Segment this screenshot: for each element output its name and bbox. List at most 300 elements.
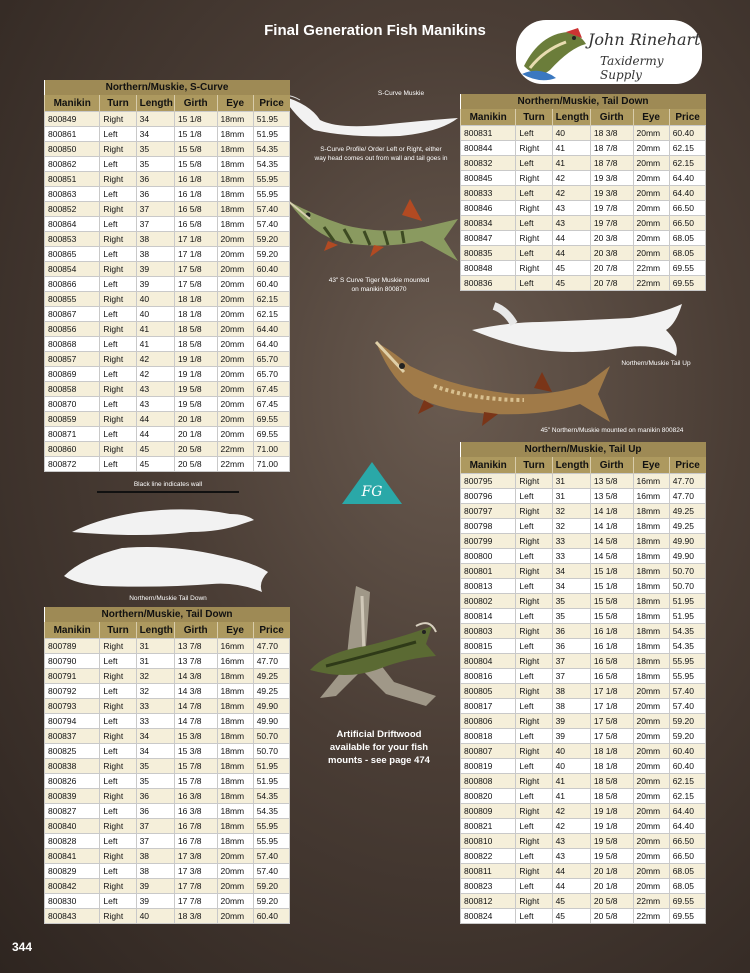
table-cell: 16mm xyxy=(217,639,253,654)
table-cell: 39 xyxy=(136,879,174,894)
table-cell: 57.40 xyxy=(253,217,289,232)
table-cell: 18 5/8 xyxy=(590,789,633,804)
caption-tiger-2: on manikin 800870 xyxy=(351,286,407,293)
table-cell: Left xyxy=(100,307,136,322)
table-cell: 44 xyxy=(552,879,590,894)
table-cell: 800866 xyxy=(45,277,100,292)
table-cell: 35 xyxy=(552,609,590,624)
table-row xyxy=(461,714,706,729)
table-cell: 60.40 xyxy=(253,262,289,277)
table-cell: 65.70 xyxy=(253,367,289,382)
table-cell: 64.40 xyxy=(253,322,289,337)
table-cell: Right xyxy=(100,262,136,277)
table-cell: 37 xyxy=(136,834,174,849)
table-row xyxy=(461,819,706,834)
table-cell: 16 7/8 xyxy=(174,819,217,834)
table-cell: 38 xyxy=(552,684,590,699)
table-cell: 800817 xyxy=(461,699,516,714)
table-cell: 800829 xyxy=(45,864,100,879)
table-cell: Right xyxy=(516,714,552,729)
table-cell: 57.40 xyxy=(669,699,705,714)
table-cell: 14 1/8 xyxy=(590,504,633,519)
table-row xyxy=(45,157,290,172)
table-cell: 20mm xyxy=(217,412,253,427)
table-cell: Right xyxy=(516,474,552,489)
table-cell: 800844 xyxy=(461,141,516,156)
table-cell: 800850 xyxy=(45,142,100,157)
column-header: Length xyxy=(136,95,174,112)
table-cell: Right xyxy=(516,834,552,849)
table-cell: 800813 xyxy=(461,579,516,594)
table-cell: 20mm xyxy=(217,894,253,909)
logo-line-1: John Rinehart xyxy=(588,30,701,49)
table-cell: Right xyxy=(100,142,136,157)
table-cell: 18mm xyxy=(217,112,253,127)
table-row xyxy=(45,804,290,819)
table-cell: 64.40 xyxy=(669,186,705,201)
table-cell: 800847 xyxy=(461,231,516,246)
table-cell: 17 1/8 xyxy=(590,699,633,714)
table-cell: Left xyxy=(516,759,552,774)
table-cell: 800812 xyxy=(461,894,516,909)
table-cell: 42 xyxy=(552,186,590,201)
tail-down-manikin-bottom-image xyxy=(62,542,272,594)
table-cell: 17 7/8 xyxy=(174,879,217,894)
table-cell: 20mm xyxy=(217,879,253,894)
table-row xyxy=(45,262,290,277)
table-cell: 15 5/8 xyxy=(174,142,217,157)
table-cell: 16 7/8 xyxy=(174,834,217,849)
table-cell: 50.70 xyxy=(669,564,705,579)
table-cell: 40 xyxy=(136,292,174,307)
table-cell: 15 7/8 xyxy=(174,774,217,789)
table-cell: 19 1/8 xyxy=(590,819,633,834)
table-cell: 800799 xyxy=(461,534,516,549)
table-cell: 18mm xyxy=(633,609,669,624)
fg-logo-icon xyxy=(342,462,402,504)
table-cell: 800867 xyxy=(45,307,100,322)
table-row xyxy=(45,172,290,187)
table-cell: 59.20 xyxy=(669,714,705,729)
table-cell: 54.35 xyxy=(669,639,705,654)
table-cell: 57.40 xyxy=(669,684,705,699)
table-cell: 20mm xyxy=(217,232,253,247)
table-cell: 15 1/8 xyxy=(590,579,633,594)
table-cell: 800818 xyxy=(461,729,516,744)
table-cell: 18mm xyxy=(217,744,253,759)
table-cell: 16mm xyxy=(633,474,669,489)
table-cell: 35 xyxy=(552,594,590,609)
table-cell: 36 xyxy=(552,639,590,654)
table-row xyxy=(461,864,706,879)
table-cell: 55.95 xyxy=(253,834,289,849)
table-cell: 800852 xyxy=(45,202,100,217)
table-row xyxy=(45,864,290,879)
table-cell: 68.05 xyxy=(669,246,705,261)
table-cell: Right xyxy=(100,352,136,367)
table-cell: 800800 xyxy=(461,549,516,564)
table-row xyxy=(45,412,290,427)
table-cell: Right xyxy=(516,894,552,909)
table-cell: 41 xyxy=(552,774,590,789)
table-cell: 20mm xyxy=(633,819,669,834)
table-cell: 20mm xyxy=(633,141,669,156)
table-cell: 14 7/8 xyxy=(174,714,217,729)
table-cell: 64.40 xyxy=(253,337,289,352)
table-cell: 20mm xyxy=(633,879,669,894)
table-row xyxy=(45,774,290,789)
table-row xyxy=(461,849,706,864)
table-cell: 800809 xyxy=(461,804,516,819)
table-cell: 800854 xyxy=(45,262,100,277)
table-cell: Right xyxy=(100,909,136,924)
john-rinehart-logo xyxy=(516,20,702,84)
column-header: Price xyxy=(253,95,289,112)
table-row xyxy=(461,669,706,684)
table-cell: 800806 xyxy=(461,714,516,729)
table-cell: Left xyxy=(100,834,136,849)
table-row xyxy=(461,879,706,894)
driftwood-line-2: available for your fish xyxy=(329,742,429,753)
table-cell: 55.95 xyxy=(253,819,289,834)
table-cell: 62.15 xyxy=(669,789,705,804)
table-cell: 20 1/8 xyxy=(174,412,217,427)
table-cell: Left xyxy=(100,744,136,759)
table-cell: Left xyxy=(100,187,136,202)
table-cell: 34 xyxy=(136,744,174,759)
table-cell: 18mm xyxy=(633,639,669,654)
table-cell: 18mm xyxy=(217,804,253,819)
table-cell: 54.35 xyxy=(253,142,289,157)
table-row xyxy=(45,699,290,714)
table-cell: Left xyxy=(100,337,136,352)
table-cell: 47.70 xyxy=(253,639,289,654)
table-cell: 18mm xyxy=(217,774,253,789)
table-cell: 20mm xyxy=(217,307,253,322)
table-cell: Left xyxy=(100,217,136,232)
table-cell: 35 xyxy=(136,142,174,157)
table-cell: 49.25 xyxy=(669,519,705,534)
table-row xyxy=(461,171,706,186)
caption-s-curve-profile-2: way head comes out from wall and tail goes in xyxy=(314,155,448,162)
fg-logo-text: FG xyxy=(361,484,383,500)
table-cell: 18mm xyxy=(633,594,669,609)
table-cell: 800855 xyxy=(45,292,100,307)
s-curve-price-table xyxy=(44,80,290,472)
table-cell: 18mm xyxy=(633,504,669,519)
table-cell: 16 5/8 xyxy=(590,654,633,669)
table-cell: 38 xyxy=(136,232,174,247)
table-cell: 800792 xyxy=(45,684,100,699)
table-cell: Left xyxy=(100,457,136,472)
table-cell: 18mm xyxy=(633,624,669,639)
table-cell: 20mm xyxy=(633,714,669,729)
table-cell: 800807 xyxy=(461,744,516,759)
table-row xyxy=(45,879,290,894)
table-cell: 17 1/8 xyxy=(174,232,217,247)
table-cell: 32 xyxy=(136,684,174,699)
table-cell: 17 3/8 xyxy=(174,864,217,879)
table-cell: 39 xyxy=(136,262,174,277)
table-row xyxy=(461,186,706,201)
table-cell: 19 1/8 xyxy=(174,367,217,382)
table-cell: 800816 xyxy=(461,669,516,684)
table-row xyxy=(461,774,706,789)
table-cell: 22mm xyxy=(217,457,253,472)
table-cell: Left xyxy=(516,276,552,291)
table-cell: 800798 xyxy=(461,519,516,534)
table-cell: 57.40 xyxy=(253,202,289,217)
table-cell: Right xyxy=(100,322,136,337)
table-cell: 18 3/8 xyxy=(174,909,217,924)
table-row xyxy=(45,352,290,367)
table-cell: 67.45 xyxy=(253,382,289,397)
table-cell: Right xyxy=(100,382,136,397)
table-cell: 800831 xyxy=(461,126,516,141)
table-cell: 13 5/8 xyxy=(590,474,633,489)
table-row xyxy=(45,684,290,699)
table-cell: Right xyxy=(516,864,552,879)
table-cell: 800819 xyxy=(461,759,516,774)
table-cell: Right xyxy=(100,112,136,127)
table-cell: 31 xyxy=(552,474,590,489)
table-cell: 800860 xyxy=(45,442,100,457)
table-cell: 43 xyxy=(552,849,590,864)
column-header: Manikin xyxy=(461,457,516,474)
table-cell: 18mm xyxy=(217,172,253,187)
table-cell: 34 xyxy=(136,729,174,744)
driftwood-line-3: mounts - see page 474 xyxy=(328,755,430,766)
table-row xyxy=(461,549,706,564)
table-cell: 22mm xyxy=(217,442,253,457)
table-row xyxy=(45,322,290,337)
table-cell: 14 5/8 xyxy=(590,549,633,564)
table-cell: 50.70 xyxy=(253,744,289,759)
table-row xyxy=(45,669,290,684)
table-cell: 43 xyxy=(136,397,174,412)
table-cell: Right xyxy=(516,141,552,156)
table-cell: 800836 xyxy=(461,276,516,291)
table-row xyxy=(45,307,290,322)
table-cell: Left xyxy=(100,714,136,729)
table-cell: 20mm xyxy=(633,729,669,744)
table-cell: 800822 xyxy=(461,849,516,864)
table-cell: 20mm xyxy=(217,849,253,864)
table-row xyxy=(461,504,706,519)
table-cell: 69.55 xyxy=(669,909,705,924)
table-cell: Right xyxy=(516,684,552,699)
table-cell: 45 xyxy=(552,261,590,276)
table-row xyxy=(461,909,706,924)
table-cell: 38 xyxy=(136,864,174,879)
table-cell: 800789 xyxy=(45,639,100,654)
table-cell: Right xyxy=(100,412,136,427)
table-cell: 43 xyxy=(136,382,174,397)
table-cell: 800835 xyxy=(461,246,516,261)
table-cell: 47.70 xyxy=(669,474,705,489)
table-cell: Right xyxy=(100,202,136,217)
table-cell: Right xyxy=(516,504,552,519)
table-row xyxy=(461,519,706,534)
table-cell: Left xyxy=(100,684,136,699)
table-row xyxy=(45,367,290,382)
column-header: Eye xyxy=(633,109,669,126)
table-cell: 43 xyxy=(552,216,590,231)
table-cell: 800870 xyxy=(45,397,100,412)
table-row xyxy=(45,382,290,397)
table-title: Northern/Muskie, Tail Down xyxy=(461,94,706,109)
table-cell: Right xyxy=(100,849,136,864)
table-cell: 18 1/8 xyxy=(174,292,217,307)
table-cell: 55.95 xyxy=(669,669,705,684)
table-cell: 34 xyxy=(552,564,590,579)
caption-s-curve-muskie: S-Curve Muskie xyxy=(377,90,425,97)
table-cell: 42 xyxy=(136,367,174,382)
table-cell: 69.55 xyxy=(253,412,289,427)
table-cell: 66.50 xyxy=(669,834,705,849)
table-cell: 19 3/8 xyxy=(590,171,633,186)
driftwood-ad xyxy=(318,728,440,767)
table-cell: 800804 xyxy=(461,654,516,669)
table-cell: 15 7/8 xyxy=(174,759,217,774)
table-cell: 16 1/8 xyxy=(174,172,217,187)
table-cell: Right xyxy=(516,171,552,186)
table-cell: 800830 xyxy=(45,894,100,909)
table-cell: 65.70 xyxy=(253,352,289,367)
table-cell: 800790 xyxy=(45,654,100,669)
table-cell: 62.15 xyxy=(669,774,705,789)
table-row xyxy=(45,789,290,804)
caption-tail-down: Northern/Muskie Tail Down xyxy=(129,595,207,602)
table-cell: 16mm xyxy=(217,654,253,669)
table-cell: 22mm xyxy=(633,909,669,924)
table-cell: Right xyxy=(516,594,552,609)
table-cell: 800803 xyxy=(461,624,516,639)
table-cell: 51.95 xyxy=(669,609,705,624)
table-cell: 31 xyxy=(136,654,174,669)
table-cell: 18mm xyxy=(633,579,669,594)
table-cell: 800872 xyxy=(45,457,100,472)
table-cell: Right xyxy=(100,819,136,834)
table-cell: 40 xyxy=(552,759,590,774)
table-cell: 20mm xyxy=(633,201,669,216)
caption-black-line: Black line indicates wall xyxy=(133,481,203,488)
table-cell: 800795 xyxy=(461,474,516,489)
table-cell: 16 5/8 xyxy=(590,669,633,684)
table-cell: 800825 xyxy=(45,744,100,759)
table-cell: 71.00 xyxy=(253,457,289,472)
column-header: Turn xyxy=(516,109,552,126)
table-cell: Right xyxy=(516,804,552,819)
table-cell: 59.20 xyxy=(253,247,289,262)
table-cell: 18mm xyxy=(217,684,253,699)
table-cell: 54.35 xyxy=(253,789,289,804)
column-header: Eye xyxy=(633,457,669,474)
table-row xyxy=(45,277,290,292)
table-title: Northern/Muskie, S-Curve xyxy=(45,80,290,95)
table-cell: 69.55 xyxy=(669,276,705,291)
table-cell: 800834 xyxy=(461,216,516,231)
s-curve-manikin-image xyxy=(280,90,460,140)
table-cell: 20mm xyxy=(633,231,669,246)
table-cell: 62.15 xyxy=(253,307,289,322)
table-cell: 22mm xyxy=(633,261,669,276)
table-cell: 14 1/8 xyxy=(590,519,633,534)
table-cell: 45 xyxy=(552,909,590,924)
table-cell: 18mm xyxy=(633,669,669,684)
column-header: Girth xyxy=(590,457,633,474)
table-row xyxy=(461,759,706,774)
table-cell: 20mm xyxy=(217,262,253,277)
table-cell: 18mm xyxy=(633,654,669,669)
table-cell: 41 xyxy=(552,156,590,171)
table-cell: Left xyxy=(100,127,136,142)
table-cell: 36 xyxy=(136,804,174,819)
table-cell: 20 5/8 xyxy=(590,909,633,924)
table-cell: Left xyxy=(516,519,552,534)
table-cell: 20mm xyxy=(633,774,669,789)
table-cell: 20mm xyxy=(217,397,253,412)
driftwood-bass-image xyxy=(306,586,454,716)
table-cell: 20 3/8 xyxy=(590,246,633,261)
table-cell: 34 xyxy=(552,579,590,594)
table-cell: 800815 xyxy=(461,639,516,654)
table-cell: 800832 xyxy=(461,156,516,171)
table-cell: 40 xyxy=(136,909,174,924)
table-cell: 800851 xyxy=(45,172,100,187)
table-cell: Left xyxy=(516,216,552,231)
table-cell: 15 1/8 xyxy=(174,127,217,142)
table-cell: 800814 xyxy=(461,609,516,624)
table-cell: 20mm xyxy=(217,864,253,879)
table-cell: 17 5/8 xyxy=(590,714,633,729)
table-cell: 18mm xyxy=(217,789,253,804)
column-header: Eye xyxy=(217,95,253,112)
table-row xyxy=(461,564,706,579)
table-cell: 38 xyxy=(136,247,174,262)
table-row xyxy=(461,156,706,171)
table-cell: Right xyxy=(100,639,136,654)
table-cell: 16 3/8 xyxy=(174,804,217,819)
column-header: Girth xyxy=(174,95,217,112)
table-cell: 68.05 xyxy=(669,879,705,894)
table-cell: 51.95 xyxy=(253,759,289,774)
table-cell: 18mm xyxy=(633,534,669,549)
table-cell: 20mm xyxy=(217,277,253,292)
table-row xyxy=(461,261,706,276)
table-cell: Left xyxy=(100,774,136,789)
table-row xyxy=(461,216,706,231)
table-cell: 800802 xyxy=(461,594,516,609)
tail-down-manikin-top-image xyxy=(70,498,256,540)
table-cell: 15 3/8 xyxy=(174,744,217,759)
table-row xyxy=(461,699,706,714)
table-cell: 39 xyxy=(136,894,174,909)
table-cell: 19 5/8 xyxy=(590,834,633,849)
table-cell: 64.40 xyxy=(669,171,705,186)
table-cell: 67.45 xyxy=(253,397,289,412)
table-cell: Left xyxy=(100,157,136,172)
table-cell: 50.70 xyxy=(669,579,705,594)
table-cell: 20mm xyxy=(217,247,253,262)
table-cell: 37 xyxy=(552,654,590,669)
table-cell: 18mm xyxy=(217,669,253,684)
table-cell: 800862 xyxy=(45,157,100,172)
table-cell: 54.35 xyxy=(253,804,289,819)
table-cell: Right xyxy=(100,759,136,774)
table-row xyxy=(461,246,706,261)
table-row xyxy=(45,397,290,412)
